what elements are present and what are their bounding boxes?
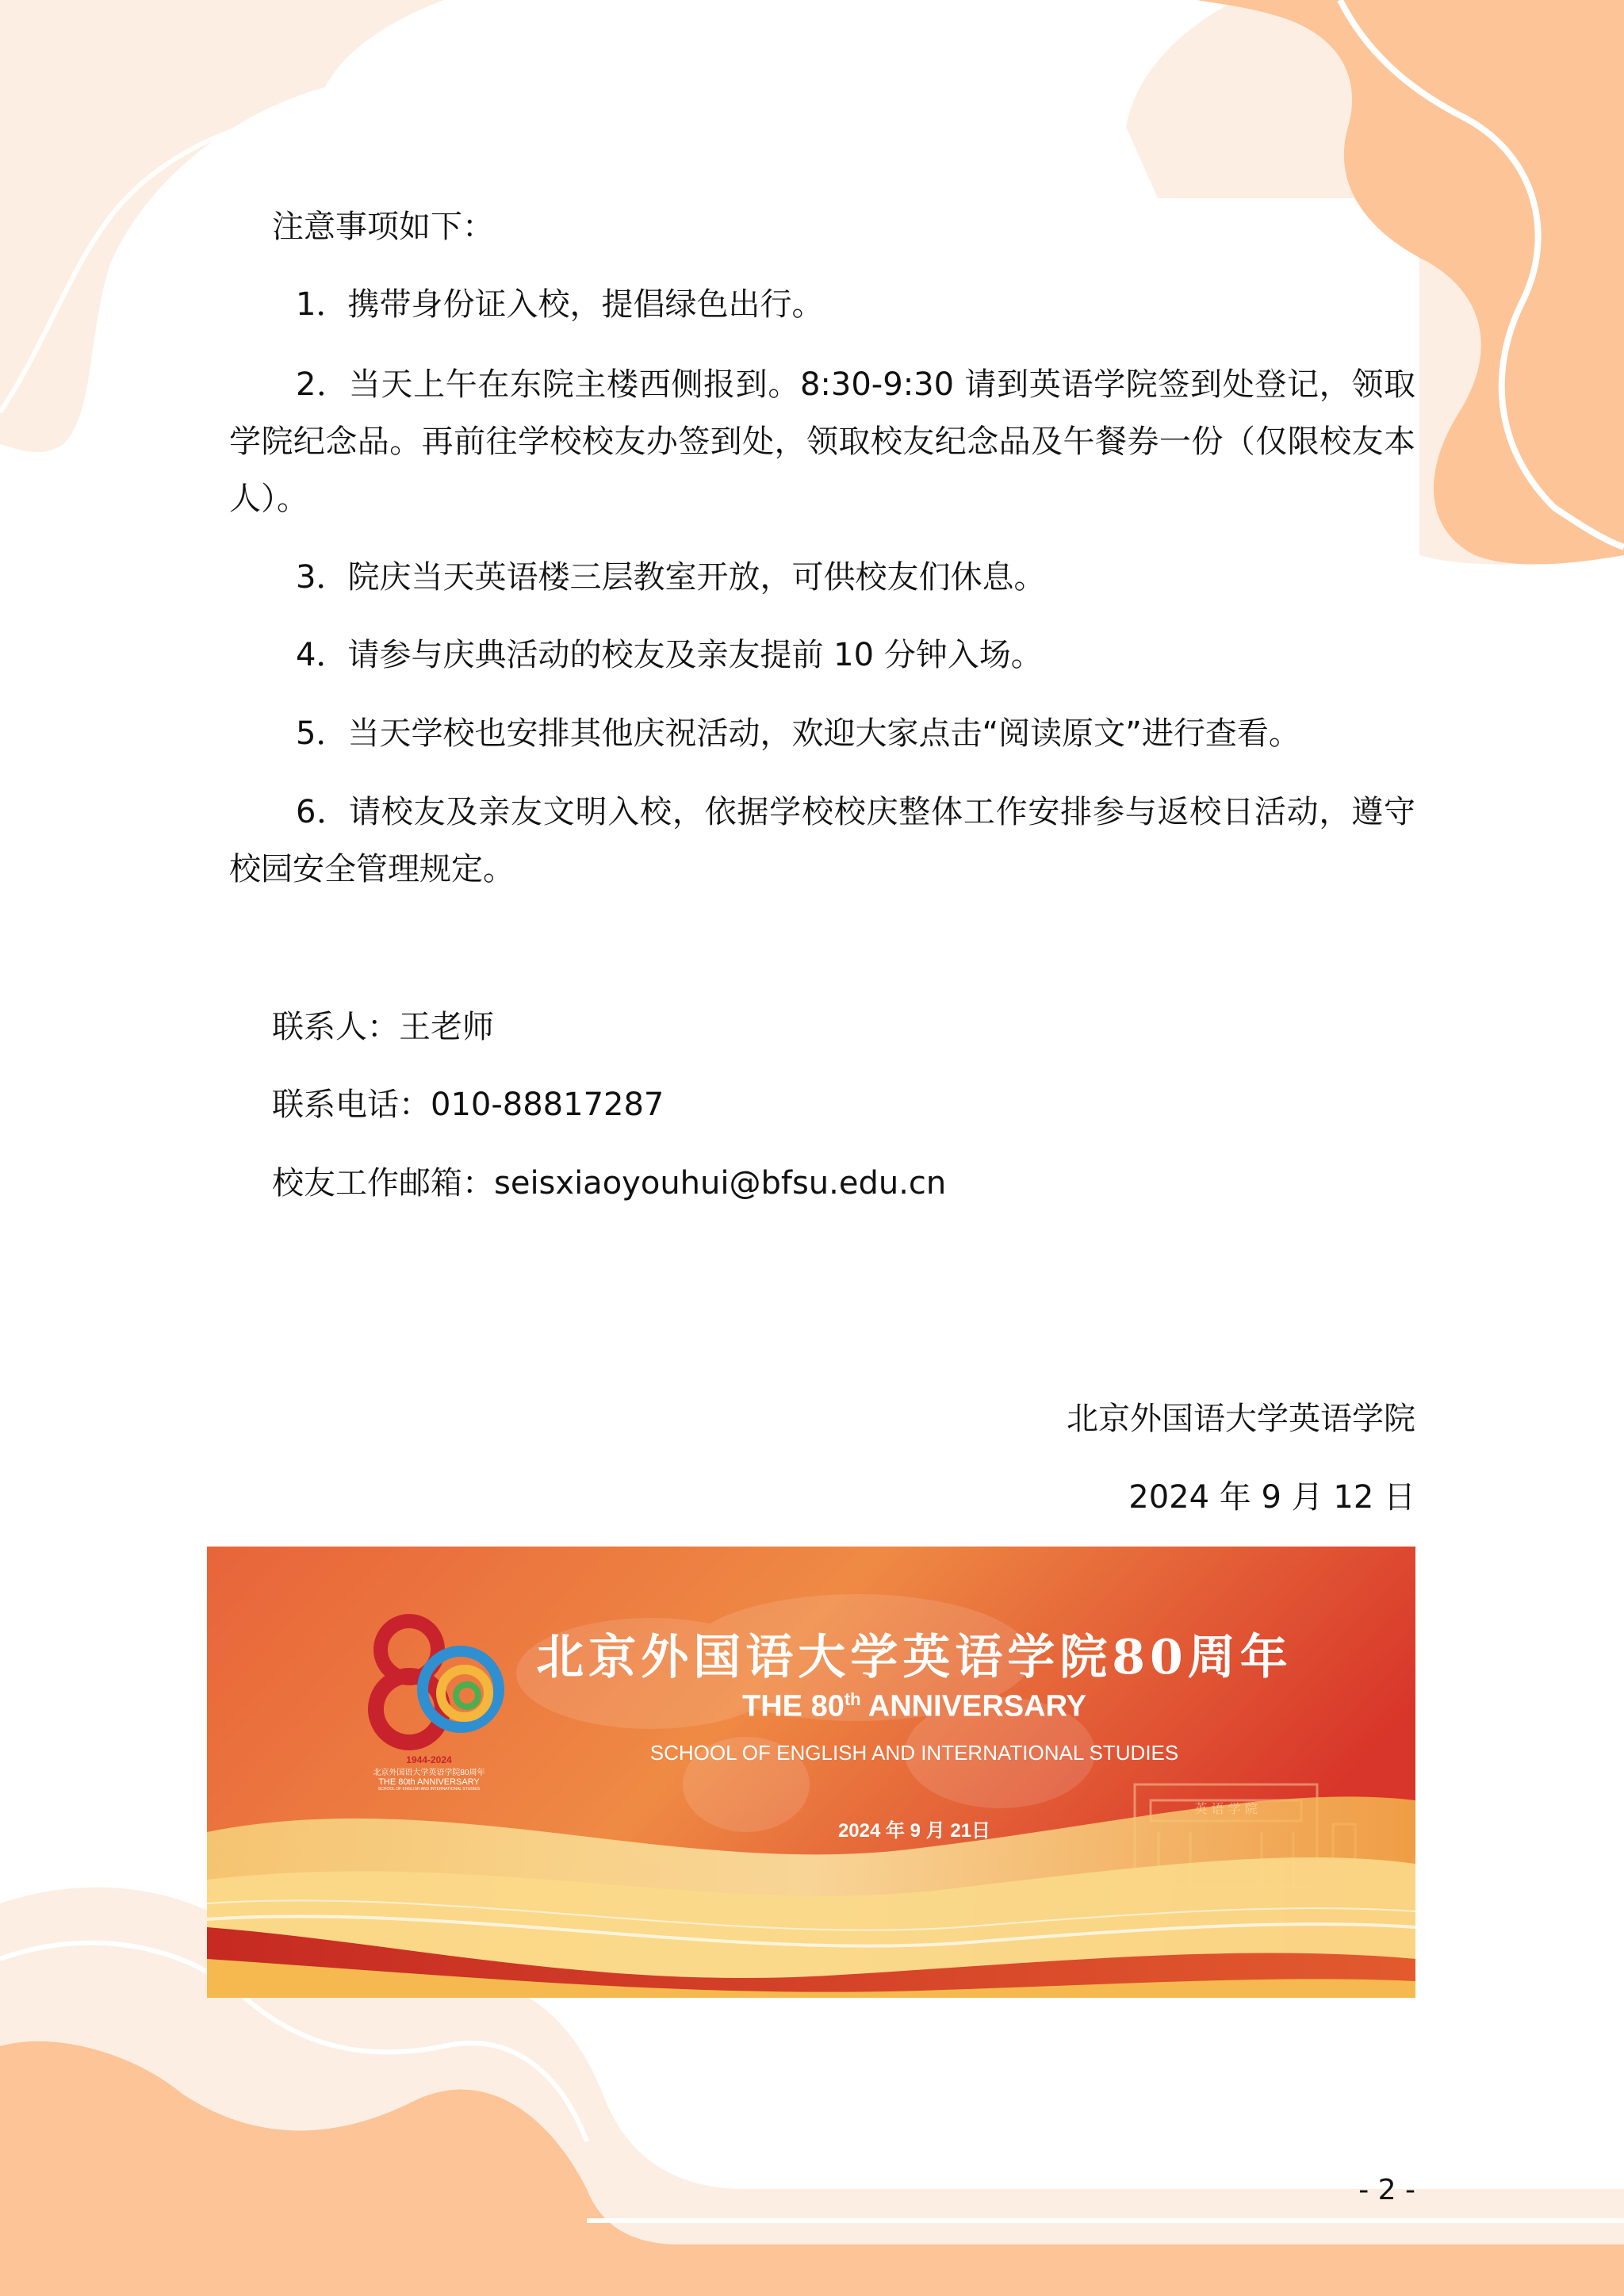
contact-person: 联系人：王老师	[272, 1009, 494, 1045]
notice-item-5: 5．当天学校也安排其他庆祝活动，欢迎大家点击“阅读原文”进行查看。	[296, 715, 1300, 752]
anniversary-banner	[207, 1547, 1415, 1998]
notice-item-2: 2．当天上午在东院主楼西侧报到。8:30-9:30 请到英语学院签到处登记，领取学院纪念品。再前往学校校友办签到处，领取校友纪念品及午餐券一份（仅限校友本人）。	[229, 366, 1415, 517]
banner-date: 2024 年 9 月 21日	[837, 1820, 991, 1842]
logo-en: THE 80th ANNIVERSARY	[378, 1777, 480, 1787]
banner-subtitle: SCHOOL OF ENGLISH AND INTERNATIONAL STUDIES	[649, 1741, 1179, 1765]
logo-en-small: SCHOOL OF ENGLISH AND INTERNATIONAL STUDIES	[377, 1787, 481, 1792]
notice-item-1: 1．携带身份证入校，提倡绿色出行。	[296, 286, 824, 323]
notice-item-3: 3．院庆当天英语楼三层教室开放，可供校友们休息。	[296, 559, 1046, 596]
contact-email: 校友工作邮箱：seisxiaoyouhui@bfsu.edu.cn	[272, 1165, 947, 1202]
building-sign: 英 语 学 院	[1194, 1801, 1258, 1816]
banner-title-en: THE 80th ANNIVERSARY	[742, 1689, 1086, 1723]
notice-item-4: 4．请参与庆典活动的校友及亲友提前 10 分钟入场。	[296, 637, 1043, 673]
signature-date: 2024 年 9 月 12 日	[1128, 1479, 1415, 1516]
logo-years: 1944-2024	[406, 1754, 452, 1765]
page-number: - 2 -	[1358, 2174, 1415, 2206]
notice-heading: 注意事项如下：	[272, 209, 494, 245]
contact-phone: 联系电话：010-88817287	[272, 1087, 665, 1123]
signature-org: 北京外国语大学英语学院	[1067, 1401, 1415, 1437]
notice-item-6: 6．请校友及亲友文明入校，依据学校校庆整体工作安排参与返校日活动，遵守校园安全管理规定。	[229, 794, 1415, 887]
banner-title-cn: 北京外国语大学英语学院80周年	[536, 1630, 1293, 1685]
logo-cn: 北京外国语大学英语学院80周年	[373, 1769, 485, 1777]
